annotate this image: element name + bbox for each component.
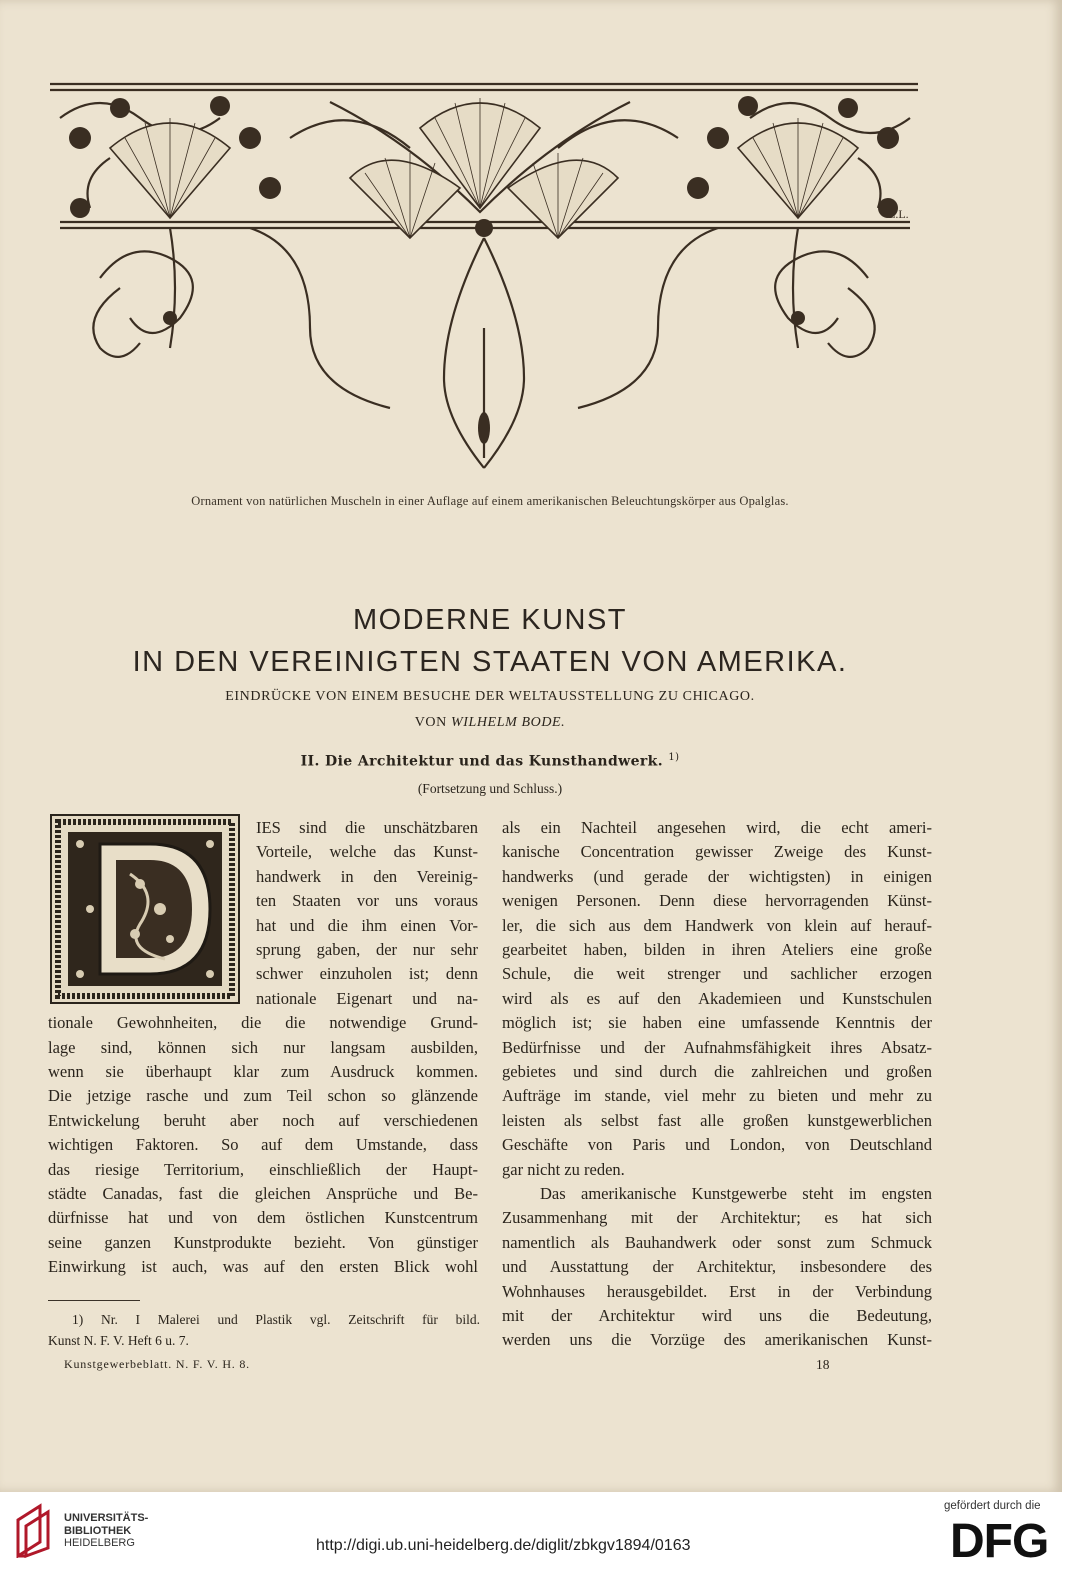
right-column-line: gebietes und sind durch die zahlreichen und großen (502, 1062, 932, 1081)
right-column-line: und Ausstattung der Architektur, insbesondere des (502, 1257, 932, 1277)
section-heading-text: II. Die Architektur und das Kunsthandwerk. (300, 753, 664, 770)
right-column-line: Das amerikanische Kunstgewerbe steht im engsten (540, 1184, 932, 1203)
right-column-line: wenigen Personen. Denn diese hervorragenden Künst- (502, 891, 932, 911)
left-column-line: ten Staaten vor uns voraus (256, 891, 478, 911)
left-column-line: sprung gaben, der nur sehr (256, 940, 478, 959)
right-column-line: Wohnhauses herausgebildet. Erst in der Verbindung (502, 1281, 932, 1301)
decorative-initial-d (50, 814, 240, 1004)
right-column-line: möglich ist; sie haben eine umfassende Kenntnis der (502, 1013, 932, 1033)
right-column-line: mit der Architektur wird uns die Bedeutung, (502, 1306, 932, 1325)
right-column-line: wird als es auf den Akademieen und Kunstschulen (502, 988, 932, 1008)
right-column-line: Aufträge im stande, viel mehr zu bieten und mehr zu (502, 1086, 932, 1106)
right-column-line: Zusammenhang mit der Architektur; es hat sich (502, 1208, 932, 1228)
right-column-line: als ein Nachteil angesehen wird, die echt ameri- (502, 818, 932, 837)
left-column-line: Die jetzige rasche und zum Teil schon so glänzende (48, 1086, 478, 1106)
section-heading (0, 752, 980, 770)
funded-by-label: gefördert durch die (944, 1500, 1041, 1512)
author-name: WILHELM BODE. (450, 715, 566, 730)
left-column-line: nationale Eigenart und na- (256, 988, 478, 1008)
byline (0, 715, 980, 731)
library-name-line1: UNIVERSITÄTS- (64, 1512, 149, 1524)
permalink-url[interactable]: http://digi.ub.uni-heidelberg.de/diglit/zbkgv1894/0163 (316, 1537, 691, 1554)
article-title-line2: IN DEN VEREINIGTEN STAATEN VON AMERIKA. (132, 646, 848, 678)
right-column-line: namentlich als Bauhandwerk oder sonst zum Schmuck (502, 1232, 932, 1252)
right-column-line: Schule, die weit strenger und sachlicher erzogen (502, 964, 932, 984)
right-column-line: gar nicht zu reden. (502, 1159, 625, 1179)
left-column-line: schwer einzuholen ist; denn (256, 964, 478, 984)
illustration-caption: Ornament von natürlichen Muscheln in einer Auflage auf einem amerikanischen Beleuchtungskörper aus Opalglas. (191, 494, 789, 508)
left-column-line: handwerk in den Vereinig- (256, 866, 478, 886)
right-column-line: Geschäfte von Paris und London, von Deutschland (502, 1135, 932, 1155)
left-column-line: IES sind die unschätzbaren (256, 818, 478, 837)
university-library-logo-icon[interactable] (12, 1502, 56, 1558)
left-column-line: städte Canadas, fast die gleichen Ansprüche und Be- (48, 1184, 478, 1203)
left-column-line: dürfnisse hat und von dem östlichen Kunstcentrum (48, 1208, 478, 1228)
right-column-line: handwerks (und gerade der wichtigsten) in einigen (502, 866, 932, 886)
viewer-bottom-bar (0, 1494, 1070, 1572)
left-column-line: wichtigen Faktoren. So auf dem Umstande, dass (48, 1135, 478, 1155)
right-column-line: leisten als selbst fast alle großen kunstgewerblichen (502, 1110, 932, 1130)
page-number: 18 (816, 1357, 830, 1372)
left-column-line: seine ganzen Kunstprodukte bezieht. Von günstiger (48, 1232, 478, 1252)
left-column-line: Einwirkung ist auch, was auf den ersten Blick wohl (48, 1257, 478, 1277)
right-column-line: Bedürfnisse und der Aufnahmsfähigkeit ihres Absatz- (502, 1037, 932, 1057)
left-column-line: tionale Gewohnheiten, die die notwendige Grund- (48, 1013, 478, 1033)
left-column-line: Entwickelung beruht aber noch auf verschiedenen (48, 1110, 478, 1130)
left-column-line: das riesige Territorium, einschließlich der Haupt- (48, 1159, 478, 1179)
left-column-line: Vorteile, welche das Kunst- (256, 842, 478, 862)
left-column-line: hat und die ihm einen Vor- (256, 915, 478, 935)
author-prefix: VON (414, 715, 447, 730)
footnote-rule (48, 1300, 140, 1301)
shell-ornament-illustration (50, 78, 918, 482)
library-name-line3: HEIDELBERG (64, 1537, 135, 1549)
footnote-line2: Kunst N. F. V. Heft 6 u. 7. (48, 1333, 189, 1348)
right-column-line: werden uns die Vorzüge des amerikanischen Kunst- (502, 1330, 932, 1350)
footnote-marker: 1) (668, 752, 680, 763)
right-column-line: ler, die sich aus dem Handwerk von klein auf herauf- (502, 915, 932, 935)
left-column-line: wenn sie überhaupt klar zum Ausdruck kommen. (48, 1062, 478, 1081)
article-title-line1: MODERNE KUNST (352, 604, 628, 636)
right-column-line: gearbeitet haben, bilden in ihren Ateliers eine große (502, 940, 932, 959)
dfg-logo[interactable]: DFG (950, 1515, 1049, 1568)
library-name (64, 1512, 148, 1550)
library-name-line2: BIBLIOTHEK (64, 1524, 132, 1537)
article-subtitle: EINDRÜCKE VON EINEM BESUCHE DER WELTAUSSTELLUNG ZU CHICAGO. (225, 689, 755, 704)
left-column-line: lage sind, können sich nur langsam ausbilden, (48, 1037, 478, 1057)
right-column-line: kanische Concentration gewisser Zweige des Kunst- (502, 842, 932, 862)
footnote-line1: 1) Nr. I Malerei und Plastik vgl. Zeitschrift für bild. (72, 1312, 480, 1327)
journal-footer: Kunstgewerbeblatt. N. F. V. H. 8. (64, 1357, 250, 1371)
ornament-signature: E.L. (888, 207, 909, 221)
continuation-note: (Fortsetzung und Schluss.) (417, 781, 563, 796)
